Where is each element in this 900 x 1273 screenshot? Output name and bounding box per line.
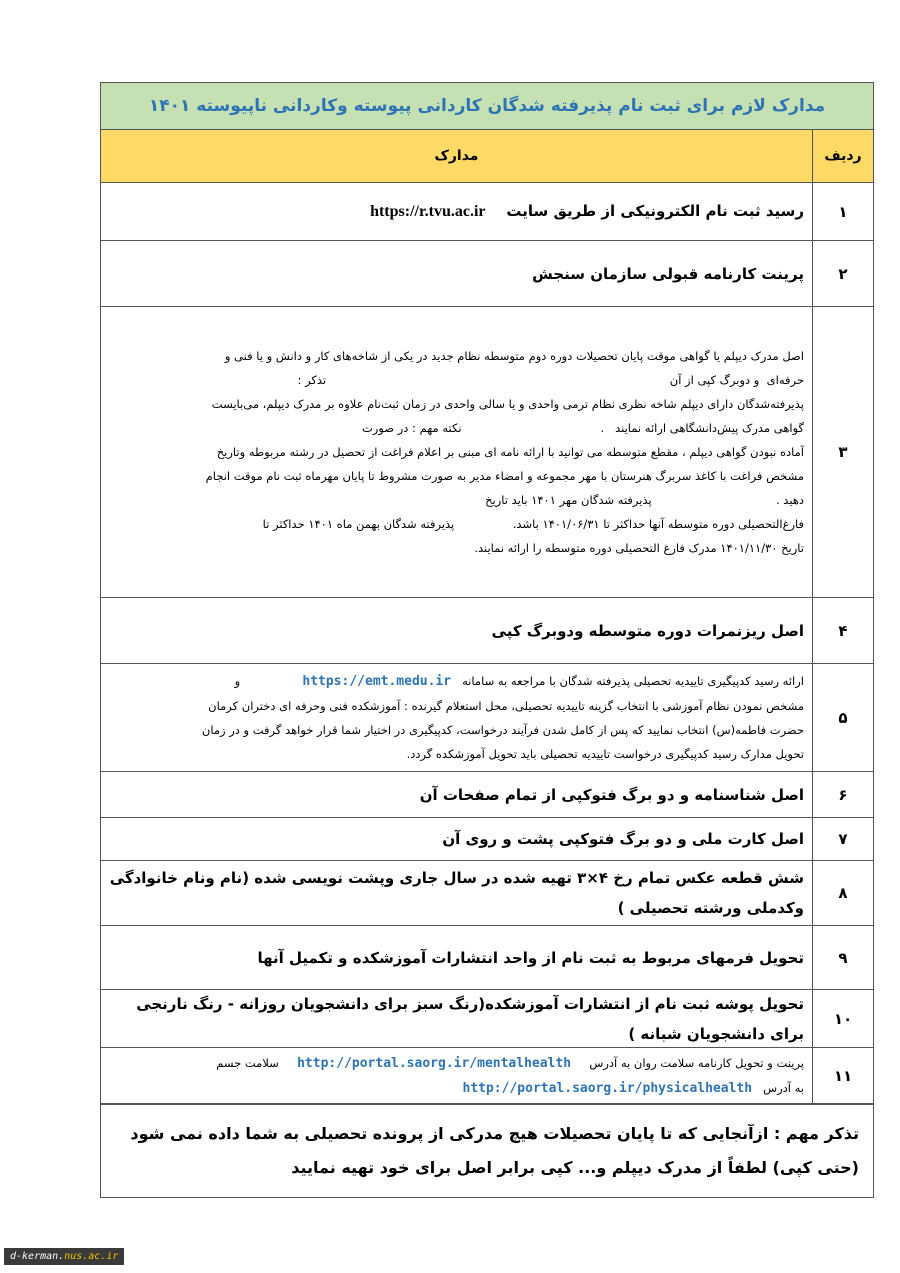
table-row bbox=[101, 926, 873, 990]
row-text: تحویل پوشه ثبت نام از انتشارات آموزشکده(رنگ سبز برای دانشجویان روزانه - رنگ نارنجی برای دانشجویان شبانه ) bbox=[136, 994, 804, 1043]
text-line: پرینت و تحویل کارنامه سلامت روان به آدرس bbox=[589, 1055, 804, 1070]
row-number: ۱ bbox=[812, 183, 873, 240]
mental-health-link[interactable]: http://portal.saorg.ir/mentalhealth bbox=[297, 1055, 572, 1071]
row-text: پرینت کارنامه قبولی سازمان سنجش bbox=[532, 264, 804, 283]
text-line: پذیرفته‌شدگان دارای دیپلم شاخه نظری نظام ترمی واحدی و یا سالی واحدی در زمان ثبت‌نام علاوه بر مدرک دیپلم، می‌بایست bbox=[211, 397, 804, 411]
row-text: شش قطعه عکس تمام رخ ۴×۳ تهیه شده در سال جاری وپشت نویسی شده (نام ونام خانوادگی وکدملی ورشته تحصیلی ) bbox=[109, 869, 804, 917]
table-row bbox=[101, 861, 873, 926]
text-line: فارغ‌التحصیلی دوره متوسطه آنها حداکثر تا ۱۴۰۱/۰۶/۳۱ باشد. پذیرفته شدگان بهمن ماه ۱۴۰۱ حداکثر تا bbox=[262, 517, 804, 531]
table-row bbox=[101, 772, 873, 818]
row-text: اصل کارت ملی و دو برگ فتوکپی پشت و روی آن bbox=[442, 830, 804, 848]
row-text-block bbox=[101, 307, 812, 597]
registration-link[interactable]: https://r.tvu.ac.ir bbox=[370, 203, 486, 220]
row-text: اصل شناسنامه و دو برگ فتوکپی از تمام صفحات آن bbox=[419, 785, 804, 804]
table-row bbox=[101, 990, 873, 1048]
text-line: گواهی مدرک پیش‌دانشگاهی ارائه نمایند . نکته مهم : در صورت bbox=[361, 421, 804, 435]
row-number: ۸ bbox=[812, 861, 873, 925]
row-number: ۹ bbox=[812, 926, 873, 989]
table-row bbox=[101, 183, 873, 241]
site-badge[interactable] bbox=[4, 1248, 124, 1265]
header-docs-label: مدارک bbox=[434, 148, 479, 164]
text-line: حرفه‌ای و دوبرگ کپی از آن تذکر : bbox=[297, 373, 804, 387]
row-number: ۴ bbox=[812, 598, 873, 663]
emt-medu-link[interactable]: https://emt.medu.ir bbox=[302, 674, 452, 689]
text-line: به آدرس bbox=[763, 1080, 804, 1095]
row-number: ۷ bbox=[812, 818, 873, 860]
header-row-label: ردیف bbox=[812, 130, 873, 182]
row-text: تحویل فرمهای مربوط به ثبت نام از واحد انتشارات آموزشکده و تکمیل آنها bbox=[257, 948, 804, 967]
table-row bbox=[101, 664, 873, 772]
row-text: اصل ریزنمرات دوره متوسطه ودوبرگ کپی bbox=[491, 621, 804, 640]
table-row bbox=[101, 241, 873, 307]
text-line: و bbox=[234, 674, 241, 688]
physical-health-link[interactable]: http://portal.saorg.ir/physicalhealth bbox=[462, 1080, 753, 1096]
row-number: ۱۰ bbox=[812, 990, 873, 1047]
documents-table bbox=[100, 82, 874, 1198]
row-number: ۳ bbox=[812, 307, 873, 597]
row-text: رسید ثبت نام الکترونیکی از طریق سایت bbox=[506, 202, 804, 220]
text-line: تحویل مدارک رسید کدپیگیری درخواست تاییدیه تحصیلی باید تحویل آموزشکده گردد. bbox=[406, 747, 804, 761]
row-number: ۵ bbox=[812, 664, 873, 771]
text-line: مشخص فراغت با کاغذ سربرگ هنرستان با مهر مجموعه و امضاء مدیر به صورت مشروط تا پایان مهرماه ثبت نام موقت انجام bbox=[205, 469, 804, 483]
row-number: ۶ bbox=[812, 772, 873, 817]
table-row bbox=[101, 307, 873, 598]
text-line: ارائه رسید کدپیگیری تاییدیه تحصیلی پذیرفته شدگان با مراجعه به سامانه bbox=[462, 674, 804, 688]
row-number: ۲ bbox=[812, 241, 873, 306]
text-line: حضرت فاطمه(س) انتخاب نمایید که پس از کامل شدن فرآیند درخواست، کدپیگیری در اختیار شما قرار خواهد گرفت و در زمان bbox=[201, 723, 804, 737]
text-line: تاریخ ۱۴۰۱/۱۱/۳۰ مدرک فارغ التحصیلی دوره متوسطه را ارائه نمایند. bbox=[474, 541, 804, 555]
table-row bbox=[101, 1048, 873, 1104]
text-line: آماده نبودن گواهی دیپلم ، مقطع متوسطه می توانید با ارائه نامه ای مبنی بر اعلام فراغت از تحصیل در رشته مربوطه وتاریخ bbox=[216, 445, 804, 459]
text-line: اصل مدرک دیپلم یا گواهی موقت پایان تحصیلات دوره دوم متوسطه نظام جدید در یکی از شاخه‌های کار و دانش و یا فنی و bbox=[224, 349, 804, 363]
page-title: مدارک لازم برای ثبت نام پذیرفته شدگان کاردانی پیوسته وکاردانی ناپیوسته ۱۴۰۱ bbox=[101, 83, 873, 130]
text-line: دهید . پذیرفته شدگان مهر ۱۴۰۱ باید تاریخ bbox=[485, 493, 804, 507]
text-line: سلامت جسم bbox=[216, 1055, 279, 1070]
text-line: مشخص نمودن نظام آموزشی با انتخاب گزینه تاییدیه تحصیلی، محل استعلام گیرنده : آموزشکده فنی وحرفه ای دختران کرمان bbox=[208, 699, 804, 713]
table-header bbox=[101, 130, 873, 183]
row-number: ۱۱ bbox=[812, 1048, 873, 1103]
table-row bbox=[101, 598, 873, 664]
table-row bbox=[101, 818, 873, 861]
badge-prefix: d-kerman. bbox=[10, 1251, 65, 1262]
important-note: تذکر مهم : ازآنجایی که تا پایان تحصیلات هیچ مدرکی از پرونده تحصیلی به شما داده نمی شود (حتی کپی) لطفاً از مدرک دیپلم و... کپی برابر اصل برای خود تهیه نمایید bbox=[101, 1104, 873, 1197]
badge-domain: nus.ac.ir bbox=[64, 1251, 119, 1262]
